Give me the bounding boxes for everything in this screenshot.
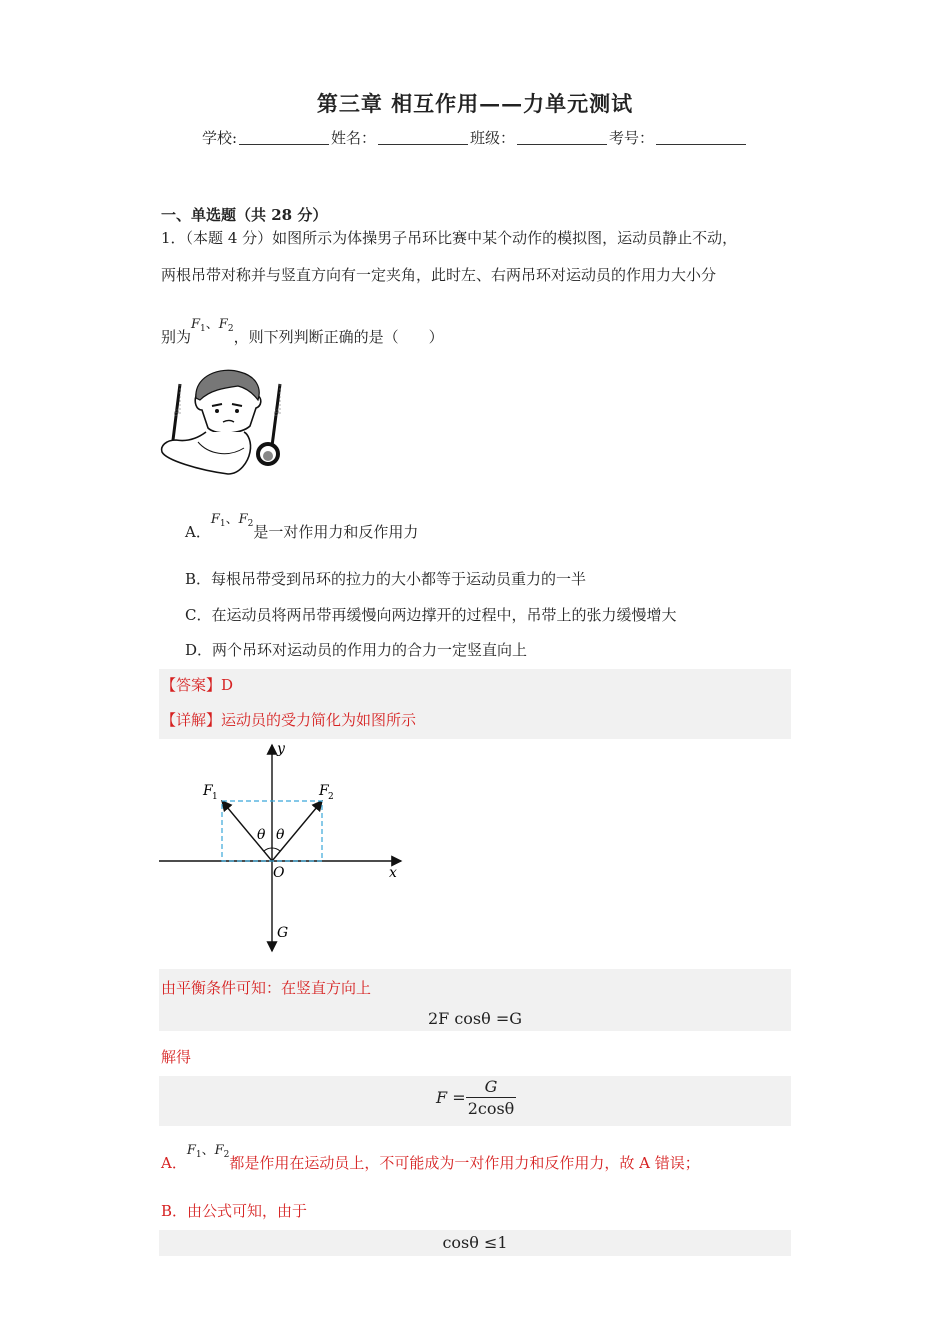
svg-text:θ: θ [174, 409, 179, 418]
force-diagram [159, 739, 405, 955]
svg-text:θ: θ [257, 827, 266, 843]
question-line-3: 别为$F_1$、$F_2$，则下列判断正确的是（ ） [161, 317, 444, 346]
school-label: 学校: [201, 129, 237, 147]
option-b[interactable]: B．每根吊带受到吊环的拉力的大小都等于运动员重力的一半 [185, 570, 587, 588]
explain-a-force-labels: $F_1$、$F_2$ [186, 1143, 230, 1160]
exam-no-label: 考号： [609, 129, 655, 147]
question-line-2: 两根吊带对称并与竖直方向有一定夹角，此时左、右两吊环对运动员的作用力大小分 [161, 266, 717, 284]
student-info-line [0, 127, 950, 148]
svg-text:θ: θ [276, 827, 285, 843]
solve-label: 解得 [161, 1048, 192, 1066]
svg-text:x: x [389, 865, 397, 881]
page-title: 第三章 相互作用——力单元测试 [316, 91, 634, 116]
name-label: 姓名： [331, 129, 377, 147]
name-blank [378, 130, 468, 145]
answer-line: 【答案】D [161, 676, 234, 694]
detail-line: 【详解】运动员的受力简化为如图所示 [161, 711, 417, 729]
option-a-force-labels: $F_1$、$F_2$ [210, 512, 254, 529]
svg-text:O: O [273, 865, 285, 881]
svg-text:1: 1 [212, 792, 218, 802]
svg-text:F: F [319, 783, 329, 799]
svg-text:G: G [277, 925, 289, 941]
option-c[interactable]: C．在运动员将两吊带再缓慢向两边撑开的过程中，吊带上的张力缓慢增大 [185, 606, 677, 624]
svg-text:F: F [203, 783, 213, 799]
svg-text:y: y [277, 741, 285, 757]
section-heading: 一、单选题（共 28 分） [161, 206, 328, 224]
equation-3: cosθ ≤1 [442, 1233, 508, 1252]
force-labels: $F_1$、$F_2$ [191, 317, 234, 334]
explain-a: A．$F_1$、$F_2$都是作用在运动员上，不可能成为一对作用力和反作用力，故 A 错误； [161, 1143, 700, 1172]
option-a[interactable]: A．$F_1$、$F_2$是一对作用力和反作用力 [185, 512, 419, 541]
option-d[interactable]: D．两个吊环对运动员的作用力的合力一定竖直向上 [185, 641, 528, 659]
equation-2-lhs: F = [436, 1088, 466, 1107]
gymnast-illustration [158, 366, 288, 482]
svg-text:2: 2 [328, 792, 334, 802]
class-label: 班级： [470, 129, 516, 147]
class-blank [517, 130, 607, 145]
explain-b: B．由公式可知，由于 [161, 1202, 308, 1220]
equilibrium-intro: 由平衡条件可知：在竖直方向上 [161, 979, 372, 997]
question-line-1: 1．（本题 4 分）如图所示为体操男子吊环比赛中某个动作的模拟图，运动员静止不动， [161, 229, 738, 247]
svg-text:θ: θ [274, 409, 279, 418]
equation-1: 2F cosθ =G [427, 1009, 523, 1028]
equation-2-fraction: G 2cosθ [467, 1077, 515, 1118]
exam-no-blank [656, 130, 746, 145]
school-blank [239, 130, 329, 145]
